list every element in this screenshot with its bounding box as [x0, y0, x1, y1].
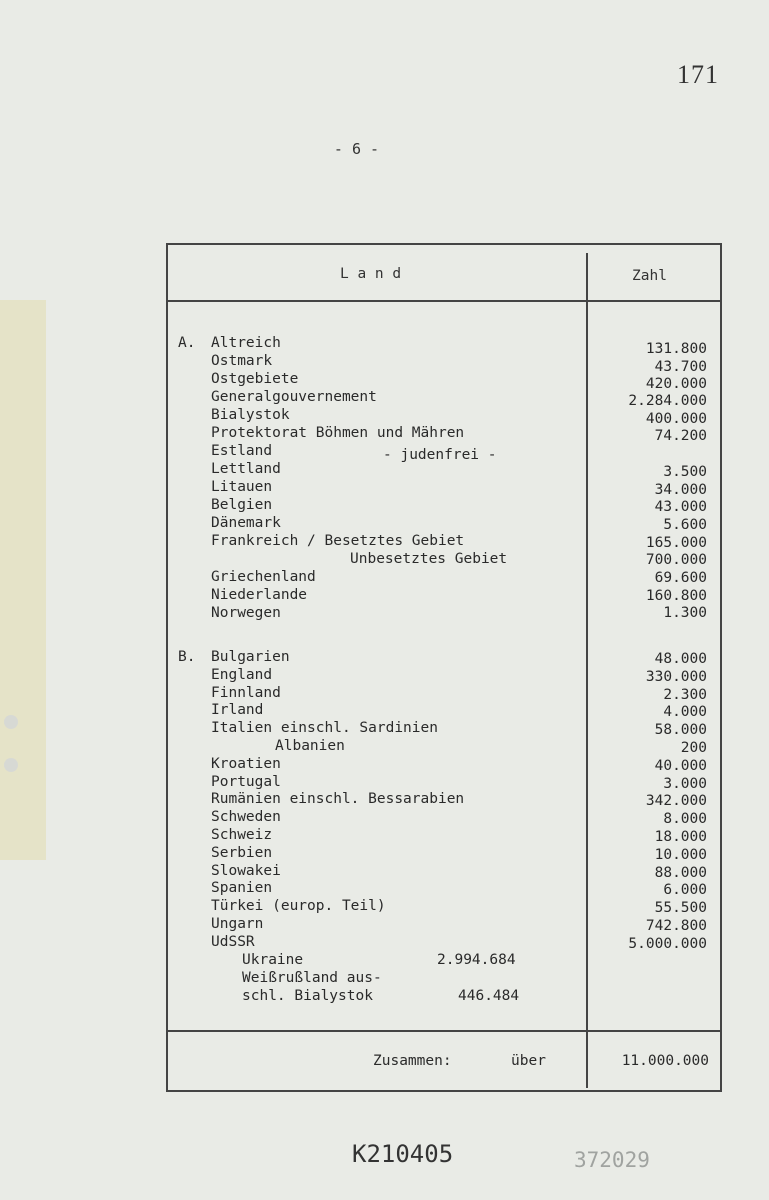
- table-row-label: Ostmark: [211, 353, 273, 369]
- punch-hole: [4, 715, 18, 729]
- table-row-value: 342.000: [645, 793, 707, 810]
- table-row-value: 4.000: [663, 704, 707, 721]
- table-row-value: 165.000: [645, 535, 707, 551]
- table-row-label: Bialystok: [211, 407, 290, 423]
- table-row-label: Ungarn: [211, 916, 264, 932]
- table-row-value: 330.000: [645, 668, 707, 685]
- page-number: 171: [677, 60, 719, 89]
- table-row-label: Portugal: [211, 773, 281, 790]
- table-row-label: Slowakei: [211, 862, 281, 879]
- table-row-label: Niederlande: [211, 587, 308, 603]
- table-row-label: Griechenland: [211, 569, 316, 585]
- table-row-value: 200: [680, 740, 707, 756]
- table-row-value: 48.000: [654, 651, 707, 667]
- table-row-note: - judenfrei -: [383, 447, 497, 463]
- table-row-value: 420.000: [645, 376, 707, 392]
- section-letter: A.: [178, 335, 196, 351]
- table-row-value: 400.000: [645, 411, 707, 427]
- table-row-label: Italien einschl. Sardinien: [211, 720, 438, 737]
- header-divider: [166, 300, 720, 302]
- table-row-label: Rumänien einschl. Bessarabien: [211, 791, 465, 808]
- table-row-value: 40.000: [654, 757, 707, 774]
- total-value: 11.000.000: [621, 1053, 709, 1069]
- table-row-label: Unbesetztes Gebiet: [350, 551, 508, 567]
- table-row-label: Irland: [211, 702, 264, 719]
- sheet-number: - 6 -: [333, 140, 380, 158]
- table-row-value: 8.000: [663, 811, 707, 828]
- table-row-value: 2.300: [663, 686, 707, 703]
- udssr-subrow-label: schl. Bialystok: [242, 988, 373, 1004]
- table-row-value: 88.000: [654, 864, 707, 881]
- table-row-label: Spanien: [211, 880, 273, 897]
- udssr-subrow-value: 2.994.684: [437, 952, 516, 968]
- paper-edge-strip: [0, 300, 46, 860]
- table-row-label: Frankreich / Besetztes Gebiet: [211, 533, 465, 549]
- section-letter: B.: [178, 649, 196, 665]
- table-row-label: Serbien: [211, 844, 273, 861]
- table-row-label: Lettland: [211, 461, 281, 477]
- table-row-value: 3.500: [663, 464, 707, 480]
- udssr-subrow-label: Ukraine: [242, 952, 304, 968]
- table-row-value: 160.800: [645, 588, 707, 604]
- table-row-value: 2.284.000: [628, 393, 707, 409]
- table-row-value: 742.800: [645, 918, 707, 934]
- table-row-value: 43.700: [654, 359, 707, 375]
- table-row-label: Schweiz: [211, 827, 273, 843]
- table-row-label: Altreich: [211, 335, 281, 351]
- table-row-value: 6.000: [663, 882, 707, 899]
- table-row-label: Norwegen: [211, 605, 281, 621]
- table-row-label: Türkei (europ. Teil): [211, 898, 386, 915]
- table-row-label: Protektorat Böhmen und Mähren: [211, 425, 465, 441]
- udssr-subrow-value: 446.484: [458, 988, 520, 1004]
- table-row-value: 5.600: [663, 517, 707, 533]
- total-divider: [166, 1030, 720, 1032]
- table-row-label: UdSSR: [211, 933, 255, 950]
- table-row-label: Litauen: [211, 479, 273, 495]
- total-qualifier: über: [511, 1053, 546, 1069]
- table-row-value: 1.300: [663, 605, 707, 621]
- table-row-label: Albanien: [275, 738, 345, 754]
- table-row-value: 10.000: [654, 846, 707, 863]
- table-row-value: 700.000: [645, 552, 707, 568]
- table-row-value: 5.000.000: [628, 935, 707, 952]
- table-row-label: Finnland: [211, 684, 281, 701]
- table-row-label: Generalgouvernement: [211, 389, 377, 405]
- udssr-subrow-label: Weißrußland aus-: [242, 970, 382, 986]
- table-row-value: 69.600: [654, 570, 707, 586]
- table-row-value: 74.200: [654, 428, 707, 444]
- table-row-label: England: [211, 666, 273, 683]
- table-row-label: Ostgebiete: [211, 371, 299, 387]
- table-row-value: 131.800: [645, 341, 707, 357]
- table-row-value: 34.000: [654, 482, 707, 498]
- table-row-label: Bulgarien: [211, 649, 290, 665]
- column-divider: [586, 253, 588, 1088]
- table-row-label: Belgien: [211, 497, 273, 513]
- header-zahl: Zahl: [632, 268, 667, 284]
- table-row-value: 3.000: [663, 775, 707, 792]
- table-row-value: 55.500: [654, 900, 707, 917]
- total-label: Zusammen:: [373, 1053, 452, 1069]
- table-row-value: 18.000: [654, 829, 707, 845]
- table-row-value: 58.000: [654, 722, 707, 739]
- table-row-label: Kroatien: [211, 755, 281, 772]
- table-row-label: Schweden: [211, 809, 281, 826]
- table-row-label: Estland: [211, 443, 273, 459]
- punch-hole: [4, 758, 18, 772]
- archive-stamp: K210405: [352, 1140, 454, 1168]
- table-row-label: Dänemark: [211, 515, 281, 531]
- table-row-value: 43.000: [654, 499, 707, 515]
- header-land: L a n d: [340, 266, 402, 282]
- archive-number-stamp: 372029: [574, 1148, 650, 1172]
